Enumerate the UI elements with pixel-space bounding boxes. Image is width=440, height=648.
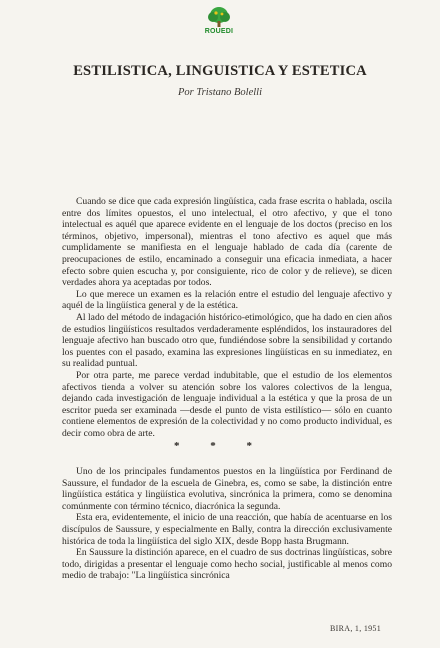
logo-text: ROUEDI <box>204 28 234 35</box>
article-author: Por Tristano Bolelli <box>177 87 262 98</box>
page-footer: BIRA, 1, 1951 <box>330 624 382 633</box>
paragraph: Cuando se dice que cada expresión lingüística, cada frase escrita o hablada, oscila entre dos límites opuestos, el uno intelectual, el otro afectivo, y que el tono intelectual es aquél que aparece evidente en el lenguaje de los doctos (preciso en los términos, objetivo, impersonal), mientras el tono afectivo es aquel que más cumplidamente se manifiesta en el lenguaje hablado de cada día (carente de preocupaciones de estilo, encaminado a conseguir una eficacia inmediata, a hacer efecto sobre quien escucha y, por consiguiente, rico de color y de relieve), se dicen verdades ahora ya aceptadas por todos. <box>62 196 392 289</box>
section-separator: * * * <box>174 440 266 452</box>
paragraph: Uno de los principales fundamentos puestos en la lingüística por Ferdinand de Saussure, el fundador de la escuela de Ginebra, es, como se sabe, la distinción entre lingüística estática y lingüística evolutiva, sincrónica la primera, como se denomina comúnmente con término técnico, diacrónica la segunda. <box>62 466 392 512</box>
section-1 <box>62 196 392 439</box>
paragraph: En Saussure la distinción aparece, en el cuadro de sus doctrinas lingüísticas, sobre todo, dirigidas a presentar el lenguaje como hecho social, justificable al menos como medio de trabajo: "La lingüística sincrónica <box>62 547 392 582</box>
paragraph: Esta era, evidentemente, el inicio de una reacción, que había de acentuarse en los discípulos de Saussure, y especialmente en Bally, contra la dirección exclusivamente histórica de toda la lingüística del siglo XIX, desde Bopp hasta Brugmann. <box>62 512 392 547</box>
publisher-logo <box>197 5 241 37</box>
section-2 <box>62 466 392 582</box>
paragraph: Por otra parte, me parece verdad indubitable, que el estudio de los elementos afectivos tienda a volver su atención sobre los valores colectivos de la lengua, dejando cada investigación de lenguaje individual a la estética y que la prosa de un escritor pueda ser examinada —desde el punto de vista estilístico— sólo en cuanto contiene elementos de expresión de la colectividad y no como producto individual, es decir como obra de arte. <box>62 369 392 439</box>
paragraph: Al lado del método de indagación histórico-etimológico, que ha dado en cien años de estudios lingüísticos resultados verdaderamente espléndidos, los instauradores del lenguaje afectivo han buscado otro que, fundiéndose sobre la sensibilidad y cortando los puentes con el pasado, examina las expresiones lingüísticas en su inmediatez, en su realidad puntual. <box>62 311 392 370</box>
paragraph: Lo que merece un examen es la relación entre el estudio del lenguaje afectivo y aquél de la lingüística general y de la estética. <box>62 288 392 312</box>
tree-icon <box>197 5 241 29</box>
article-title: ESTILISTICA, LINGUISTICA Y ESTETICA <box>73 63 367 79</box>
